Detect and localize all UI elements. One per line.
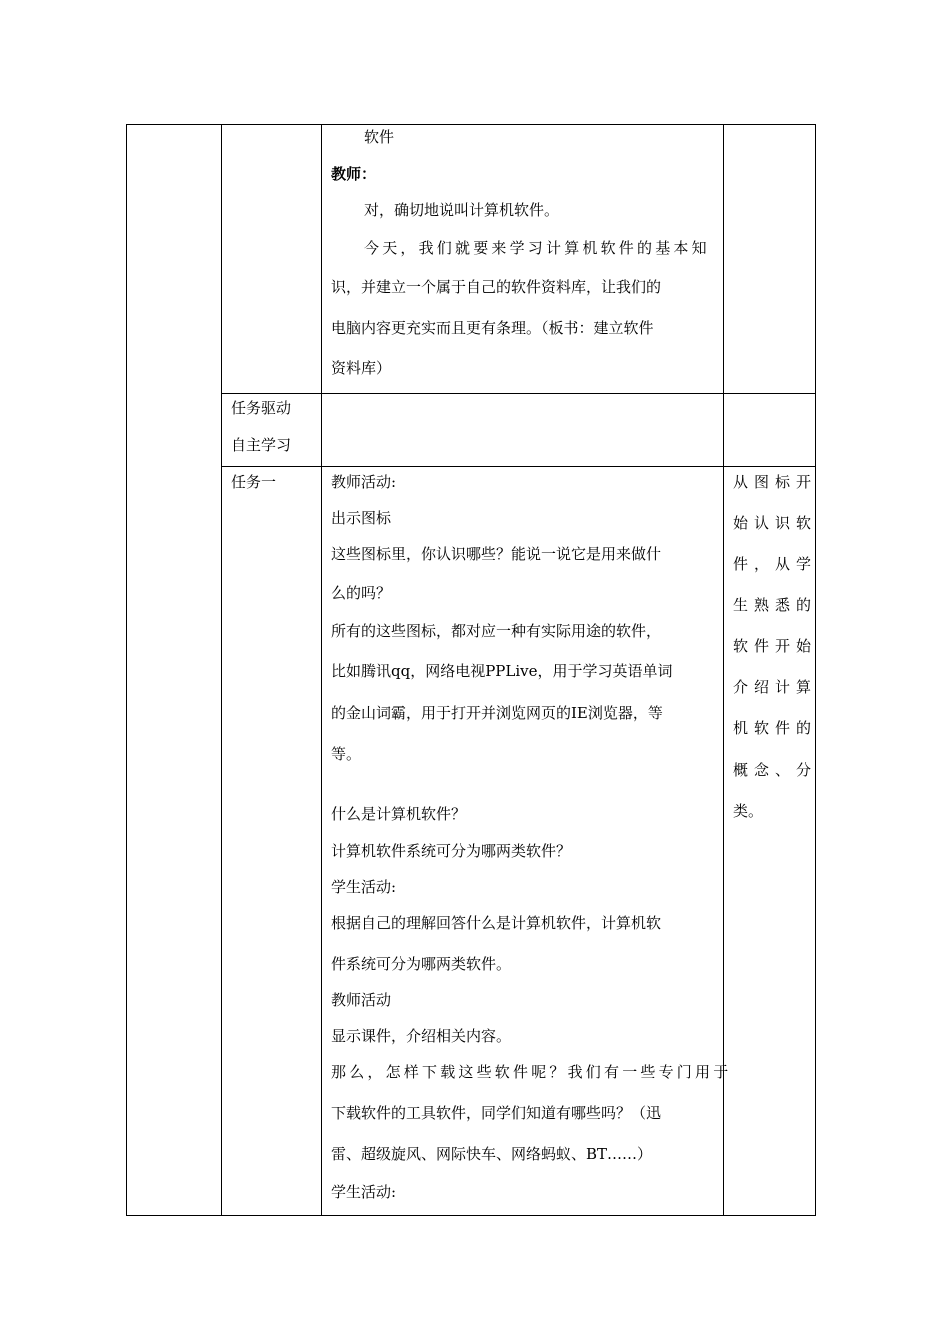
- row1-line-4: 今天，我们就要来学习计算机软件的基本知: [364, 239, 710, 257]
- row1-line-3: 对，确切地说叫计算机软件。: [364, 201, 560, 219]
- note-line-4: 生熟悉的: [733, 596, 818, 614]
- row3-line-6: 比如腾讯qq，网络电视PPLive，用于学习英语单词: [331, 662, 673, 680]
- row3-line-2: 出示图标: [331, 509, 392, 527]
- table-border-bottom: [126, 1215, 816, 1216]
- stage-label-line-1: 任务驱动: [231, 399, 292, 417]
- row1-line-7: 资料库）: [331, 359, 392, 377]
- row3-line-15: 显示课件，介绍相关内容。: [331, 1027, 512, 1045]
- row3-line-11: 学生活动:: [331, 878, 397, 896]
- task-one-label: 任务一: [231, 473, 277, 491]
- note-line-7: 机软件的: [733, 719, 818, 737]
- row1-line-5: 识，并建立一个属于自己的软件资料库，让我们的: [331, 278, 662, 296]
- row-divider-1: [221, 393, 816, 394]
- table-border-right: [815, 124, 816, 1216]
- note-line-6: 介绍计算: [733, 678, 818, 696]
- row3-line-3: 这些图标里，你认识哪些？能说一说它是用来做什: [331, 545, 662, 563]
- row3-line-8: 等。: [331, 745, 362, 763]
- note-line-3: 件，从学: [733, 555, 818, 573]
- row3-line-16: 那么，怎样下载这些软件呢？我们有一些专门用于: [331, 1063, 732, 1081]
- row3-line-5: 所有的这些图标，都对应一种有实际用途的软件，: [331, 622, 662, 640]
- row1-line-6: 电脑内容更充实而且更有条理。（板书：建立软件: [331, 319, 654, 337]
- row3-line-1: 教师活动:: [331, 473, 397, 491]
- row3-line-19: 学生活动:: [331, 1183, 397, 1201]
- note-line-5: 软件开始: [733, 637, 818, 655]
- row3-line-9: 什么是计算机软件？: [331, 805, 467, 823]
- table-divider-2: [321, 124, 322, 1216]
- teacher-heading: 教师：: [331, 165, 377, 183]
- row-divider-2: [221, 466, 816, 467]
- stage-label-line-2: 自主学习: [231, 436, 292, 454]
- row1-line-1: 软件: [364, 128, 395, 146]
- row3-line-14: 教师活动: [331, 991, 392, 1009]
- row3-line-18: 雷、超级旋风、网际快车、网络蚂蚁、BT……）: [331, 1145, 653, 1163]
- note-line-2: 始认识软: [733, 514, 818, 532]
- table-border-left: [126, 124, 127, 1216]
- row3-line-4: 么的吗？: [331, 584, 392, 602]
- note-line-1: 从图标开: [733, 473, 818, 491]
- row3-line-17: 下载软件的工具软件，同学们知道有哪些吗？（迅: [331, 1104, 662, 1122]
- note-line-8: 概念、分: [733, 761, 818, 779]
- row3-line-12: 根据自己的理解回答什么是计算机软件，计算机软: [331, 914, 662, 932]
- table-border-top: [126, 124, 816, 125]
- row3-line-10: 计算机软件系统可分为哪两类软件？: [331, 842, 572, 860]
- note-line-9: 类。: [733, 802, 764, 820]
- row3-line-7: 的金山词霸，用于打开并浏览网页的IE浏览器，等: [331, 704, 663, 722]
- table-divider-3: [723, 124, 724, 1216]
- table-divider-1: [221, 124, 222, 1216]
- row3-line-13: 件系统可分为哪两类软件。: [331, 955, 512, 973]
